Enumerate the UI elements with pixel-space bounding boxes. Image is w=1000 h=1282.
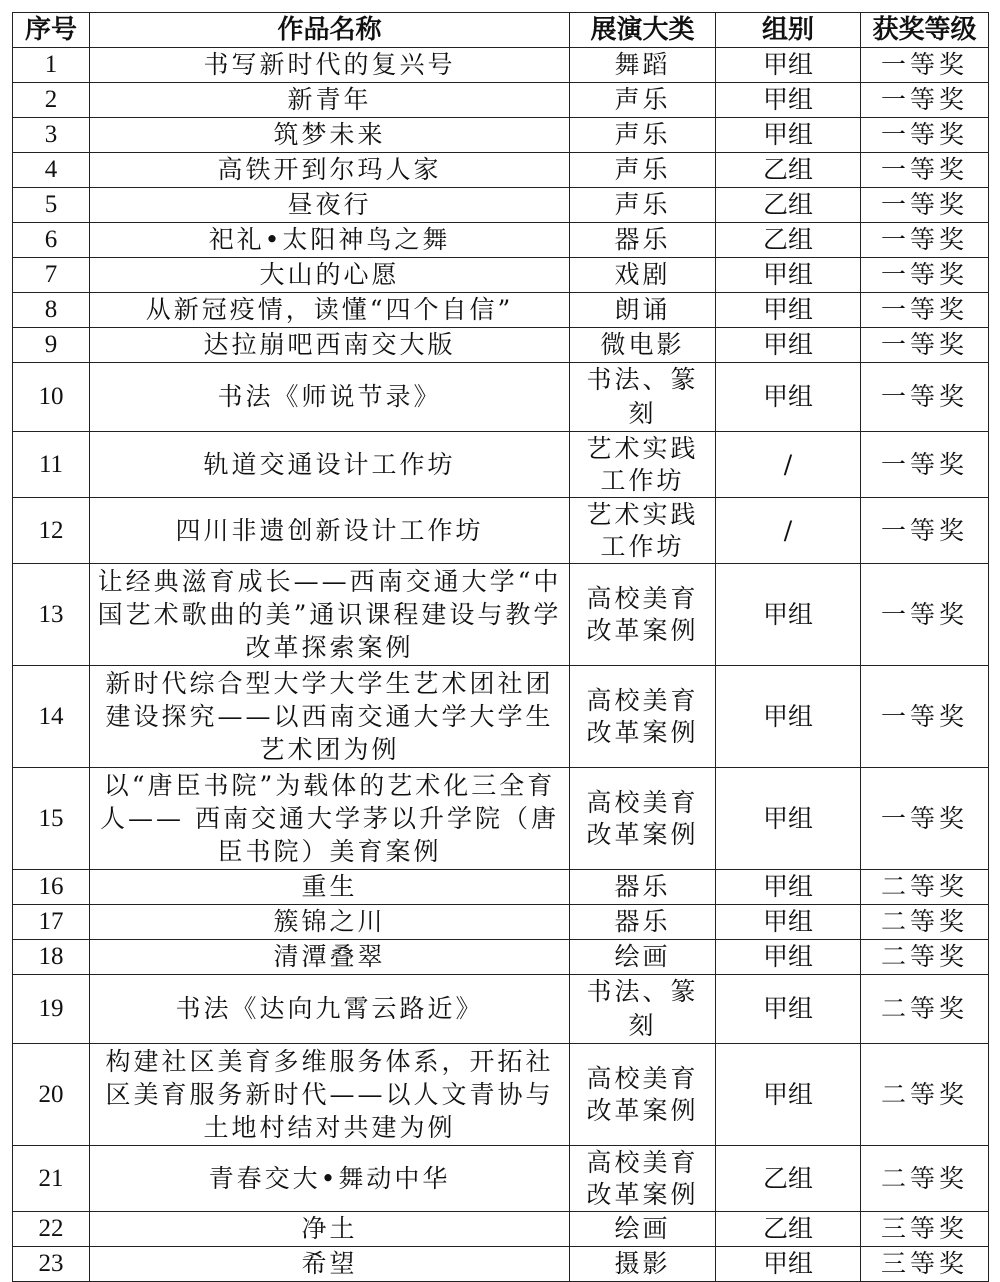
row-award: 一等奖: [861, 188, 989, 223]
row-group: 甲组: [716, 118, 861, 153]
row-category: 书法、篆刻: [570, 975, 716, 1044]
row-award: 二等奖: [861, 1146, 989, 1212]
row-category: 声乐: [570, 188, 716, 223]
row-title: 从新冠疫情，读懂“四个自信”: [90, 293, 570, 328]
row-title: 轨道交通设计工作坊: [90, 432, 570, 498]
row-category: 艺术实践工作坊: [570, 498, 716, 564]
row-group: 乙组: [716, 1212, 861, 1247]
awards-table: [12, 12, 989, 1282]
table-row: [13, 905, 989, 940]
row-award: 三等奖: [861, 1247, 989, 1282]
row-number: 10: [13, 363, 90, 432]
table-row: [13, 363, 989, 432]
row-group: 甲组: [716, 975, 861, 1044]
table-row: [13, 48, 989, 83]
row-award: 二等奖: [861, 1044, 989, 1146]
row-award: 一等奖: [861, 258, 989, 293]
row-title: 四川非遗创新设计工作坊: [90, 498, 570, 564]
row-number: 19: [13, 975, 90, 1044]
table-row: [13, 432, 989, 498]
row-title: 构建社区美育多维服务体系，开拓社区美育服务新时代——以人文青协与土地村结对共建为例: [90, 1044, 570, 1146]
header-title: 作品名称: [90, 13, 570, 48]
row-award: 一等奖: [861, 48, 989, 83]
row-group: 甲组: [716, 905, 861, 940]
row-category: 声乐: [570, 83, 716, 118]
row-title: 祀礼•太阳神鸟之舞: [90, 223, 570, 258]
row-award: 一等奖: [861, 363, 989, 432]
row-number: 20: [13, 1044, 90, 1146]
row-group: /: [716, 498, 861, 564]
row-title: 筑梦未来: [90, 118, 570, 153]
row-category: 高校美育改革案例: [570, 564, 716, 666]
table-row: [13, 870, 989, 905]
row-number: 18: [13, 940, 90, 975]
row-title: 新时代综合型大学大学生艺术团社团建设探究——以西南交通大学大学生艺术团为例: [90, 666, 570, 768]
table-row: [13, 498, 989, 564]
row-group: 甲组: [716, 666, 861, 768]
row-category: 书法、篆刻: [570, 363, 716, 432]
table-row: [13, 118, 989, 153]
row-category: 高校美育改革案例: [570, 1044, 716, 1146]
row-category: 朗诵: [570, 293, 716, 328]
row-award: 一等奖: [861, 293, 989, 328]
row-category: 绘画: [570, 1212, 716, 1247]
table-row: [13, 258, 989, 293]
row-category: 高校美育改革案例: [570, 666, 716, 768]
row-award: 一等奖: [861, 666, 989, 768]
header-group: 组别: [716, 13, 861, 48]
row-award: 一等奖: [861, 498, 989, 564]
row-award: 一等奖: [861, 432, 989, 498]
row-group: 甲组: [716, 1044, 861, 1146]
row-award: 一等奖: [861, 328, 989, 363]
row-title: 书法《师说节录》: [90, 363, 570, 432]
row-number: 11: [13, 432, 90, 498]
table-row: [13, 1044, 989, 1146]
row-number: 14: [13, 666, 90, 768]
table-row: [13, 83, 989, 118]
row-number: 5: [13, 188, 90, 223]
row-group: 甲组: [716, 1247, 861, 1282]
row-title: 大山的心愿: [90, 258, 570, 293]
row-group: 乙组: [716, 223, 861, 258]
row-group: 乙组: [716, 1146, 861, 1212]
row-title: 高铁开到尔玛人家: [90, 153, 570, 188]
table-row: [13, 1247, 989, 1282]
table-row: [13, 153, 989, 188]
row-number: 4: [13, 153, 90, 188]
row-award: 二等奖: [861, 940, 989, 975]
row-number: 6: [13, 223, 90, 258]
row-title: 昼夜行: [90, 188, 570, 223]
row-category: 高校美育改革案例: [570, 768, 716, 870]
row-group: 甲组: [716, 293, 861, 328]
table-row: [13, 666, 989, 768]
row-title: 达拉崩吧西南交大版: [90, 328, 570, 363]
row-category: 高校美育改革案例: [570, 1146, 716, 1212]
row-title: 新青年: [90, 83, 570, 118]
row-category: 声乐: [570, 153, 716, 188]
table-body: [13, 48, 989, 1282]
table-row: [13, 223, 989, 258]
row-group: 甲组: [716, 940, 861, 975]
row-group: 甲组: [716, 768, 861, 870]
row-title: 青春交大•舞动中华: [90, 1146, 570, 1212]
row-award: 一等奖: [861, 153, 989, 188]
row-number: 15: [13, 768, 90, 870]
row-title: 以“唐臣书院”为载体的艺术化三全育人—— 西南交通大学茅以升学院（唐臣书院）美育案例: [90, 768, 570, 870]
row-award: 二等奖: [861, 905, 989, 940]
row-category: 戏剧: [570, 258, 716, 293]
row-category: 器乐: [570, 870, 716, 905]
row-award: 一等奖: [861, 223, 989, 258]
row-title: 让经典滋育成长——西南交通大学“中国艺术歌曲的美”通识课程建设与教学改革探索案例: [90, 564, 570, 666]
row-award: 一等奖: [861, 564, 989, 666]
row-group: 甲组: [716, 258, 861, 293]
row-number: 16: [13, 870, 90, 905]
row-number: 9: [13, 328, 90, 363]
table-row: [13, 768, 989, 870]
row-title: 重生: [90, 870, 570, 905]
row-title: 清潭叠翠: [90, 940, 570, 975]
row-number: 21: [13, 1146, 90, 1212]
row-category: 声乐: [570, 118, 716, 153]
row-award: 一等奖: [861, 118, 989, 153]
row-number: 17: [13, 905, 90, 940]
row-number: 1: [13, 48, 90, 83]
row-category: 器乐: [570, 905, 716, 940]
row-group: 乙组: [716, 153, 861, 188]
header-award: 获奖等级: [861, 13, 989, 48]
row-category: 器乐: [570, 223, 716, 258]
row-number: 8: [13, 293, 90, 328]
row-category: 艺术实践工作坊: [570, 432, 716, 498]
row-title: 书法《达向九霄云路近》: [90, 975, 570, 1044]
table-row: [13, 1212, 989, 1247]
row-group: 甲组: [716, 83, 861, 118]
row-group: /: [716, 432, 861, 498]
row-category: 舞蹈: [570, 48, 716, 83]
row-group: 甲组: [716, 48, 861, 83]
row-title: 希望: [90, 1247, 570, 1282]
row-title: 净土: [90, 1212, 570, 1247]
row-category: 微电影: [570, 328, 716, 363]
row-category: 摄影: [570, 1247, 716, 1282]
row-group: 甲组: [716, 564, 861, 666]
row-group: 乙组: [716, 188, 861, 223]
row-title: 簇锦之川: [90, 905, 570, 940]
row-award: 二等奖: [861, 975, 989, 1044]
row-award: 一等奖: [861, 768, 989, 870]
table-row: [13, 188, 989, 223]
row-group: 甲组: [716, 328, 861, 363]
header-row: [13, 13, 989, 48]
row-group: 甲组: [716, 870, 861, 905]
table-row: [13, 975, 989, 1044]
table-row: [13, 1146, 989, 1212]
row-award: 三等奖: [861, 1212, 989, 1247]
row-number: 22: [13, 1212, 90, 1247]
header-category: 展演大类: [570, 13, 716, 48]
header-no: 序号: [13, 13, 90, 48]
table-row: [13, 940, 989, 975]
row-number: 7: [13, 258, 90, 293]
table-row: [13, 328, 989, 363]
row-title: 书写新时代的复兴号: [90, 48, 570, 83]
row-number: 2: [13, 83, 90, 118]
row-number: 23: [13, 1247, 90, 1282]
row-award: 一等奖: [861, 83, 989, 118]
row-group: 甲组: [716, 363, 861, 432]
row-award: 二等奖: [861, 870, 989, 905]
table-row: [13, 293, 989, 328]
row-category: 绘画: [570, 940, 716, 975]
row-number: 12: [13, 498, 90, 564]
table-row: [13, 564, 989, 666]
row-number: 3: [13, 118, 90, 153]
row-number: 13: [13, 564, 90, 666]
